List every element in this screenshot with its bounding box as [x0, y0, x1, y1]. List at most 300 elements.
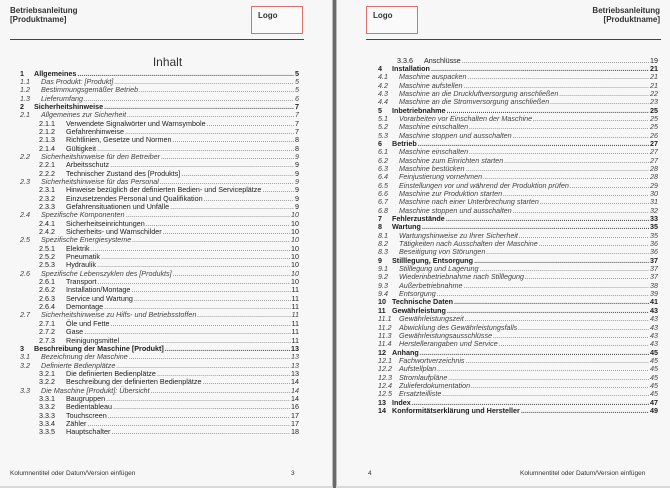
toc-entry-label: Transport: [66, 277, 97, 287]
toc-entry-page: 35: [650, 230, 658, 240]
toc-entry-label: Einzusetzendes Personal und Qualifikation: [66, 193, 203, 203]
toc-entry-number: 2.6.1: [39, 277, 55, 287]
toc-entry-page: 17: [291, 418, 299, 428]
toc-entry[interactable]: [18, 295, 299, 303]
toc-entry-number: 12.1: [378, 355, 392, 365]
toc-leader-dots: [513, 132, 649, 140]
toc-entry-page: 13: [291, 343, 299, 353]
toc-entry-label: Beschreibung der definierten Bedienplätze: [66, 377, 202, 387]
toc-entry-label: Technische Daten: [392, 297, 453, 307]
toc-entry-number: 11: [378, 305, 386, 315]
toc-leader-dots: [170, 203, 294, 211]
toc-entry-label: Reinigungsmittel: [66, 335, 120, 345]
toc-entry[interactable]: [18, 236, 299, 244]
toc-entry-label: Verwendete Signalwörter und Warnsymbole: [66, 118, 206, 128]
page-number: 3: [291, 470, 295, 477]
toc-entry-page: 11: [291, 318, 299, 328]
toc-entry-page: 39: [650, 289, 658, 299]
toc-leader-dots: [197, 311, 290, 319]
toc-entry-page: 33: [650, 214, 658, 224]
toc-entry-label: Installation: [392, 63, 430, 73]
toc-entry-label: Maschine zur Produktion starten: [399, 189, 503, 198]
toc-entry-page: 11: [291, 302, 299, 312]
toc-entry-page: 13: [291, 368, 299, 378]
toc-entry-page: 10: [291, 268, 299, 278]
toc-entry-number: 2.2: [20, 151, 30, 161]
toc-entry-label: Wartungshinweise zu Ihrer Sicherheit: [399, 230, 518, 240]
toc-entry[interactable]: [18, 286, 299, 294]
toc-leader-dots: [513, 207, 649, 215]
toc-entry[interactable]: [18, 278, 299, 286]
toc-entry[interactable]: [376, 407, 658, 415]
toc-entry-page: 28: [650, 163, 658, 173]
toc-entry-page: 9: [295, 151, 299, 161]
toc-leader-dots: [104, 103, 294, 111]
toc-entry-page: 17: [291, 410, 299, 420]
logo-placeholder: Logo: [251, 6, 303, 34]
toc-entry-page: 38: [650, 280, 658, 290]
toc-entry-number: 3.1: [20, 352, 30, 362]
header-rule: [366, 39, 661, 40]
toc-leader-dots: [466, 165, 649, 173]
toc-entry-number: 8.1: [378, 230, 388, 240]
toc-entry-label: Hydraulik: [66, 260, 96, 270]
toc-entry-page: 22: [650, 88, 658, 98]
toc-entry-page: 49: [650, 405, 658, 415]
toc-entry-page: 9: [295, 202, 299, 211]
toc-entry-number: 10: [378, 297, 386, 307]
toc-entry-label: Maschine stoppen und ausschalten: [399, 130, 512, 140]
toc-entry[interactable]: [18, 428, 299, 436]
toc-entry-label: Sicherheits- und Warnschilder: [66, 227, 162, 237]
toc-entry-number: 2.3.3: [39, 202, 55, 211]
toc-entry-number: 3.2: [20, 360, 30, 370]
toc-entry-label: Sicherheitseinrichtungen: [66, 218, 145, 228]
toc-entry[interactable]: [18, 395, 299, 403]
toc-entry-page: 9: [295, 160, 299, 170]
toc-entry-label: Gewährleistungsausschlüsse: [399, 330, 493, 340]
toc-leader-dots: [570, 182, 649, 190]
toc-entry-page: 43: [650, 339, 658, 349]
toc-entry-number: 3.2.2: [39, 377, 55, 387]
toc-entry-label: Inbetriebnahme: [392, 105, 446, 115]
toc-leader-dots: [91, 245, 290, 253]
toc-entry-page: 19: [650, 55, 658, 65]
toc-entry[interactable]: [18, 403, 299, 411]
toc-leader-dots: [204, 195, 294, 203]
table-of-contents-left: [18, 70, 299, 437]
toc-entry-number: 2.4: [20, 210, 30, 220]
toc-entry-number: 6.5: [378, 180, 388, 190]
toc-entry-number: 13: [378, 397, 386, 407]
toc-leader-dots: [172, 136, 294, 144]
toc-entry-page: 10: [291, 227, 299, 237]
toc-entry-label: Richtlinien, Gesetze und Normen: [66, 135, 172, 145]
toc-entry-number: 12.3: [378, 372, 392, 382]
toc-entry-page: 14: [291, 393, 299, 403]
toc-entry-label: Herstellerangaben und Service: [399, 339, 498, 349]
toc-entry-page: 37: [650, 255, 658, 265]
toc-leader-dots: [446, 215, 649, 223]
toc-entry-number: 4.3: [378, 88, 388, 98]
toc-entry-label: Spezifische Lebenszyklen des [Produkts]: [41, 268, 172, 278]
toc-entry-label: Maschine an die Stromversorgung anschließen: [399, 97, 550, 107]
doc-title-line2: [Produktname]: [10, 15, 67, 24]
toc-entry-number: 6.4: [378, 172, 388, 182]
toc-leader-dots: [202, 378, 290, 386]
footer-text: Kolumnentitel oder Datum/Version einfügen: [520, 470, 646, 477]
toc-entry-number: 2.7.2: [39, 327, 55, 337]
toc-entry-label: Baugruppen: [66, 393, 106, 403]
toc-entry-page: 11: [291, 293, 299, 303]
toc-entry-label: Entsorgung: [399, 289, 436, 299]
toc-leader-dots: [151, 387, 290, 395]
toc-leader-dots: [129, 353, 290, 361]
toc-entry-number: 6.8: [378, 205, 388, 215]
toc-entry-label: Die Maschine [Produkt]: Übersicht: [41, 385, 150, 395]
toc-entry-page: 45: [650, 372, 658, 382]
toc-leader-dots: [161, 153, 294, 161]
toc-leader-dots: [146, 220, 290, 228]
toc-leader-dots: [447, 307, 649, 315]
toc-entry-number: 2.7.3: [39, 335, 55, 345]
toc-entry-page: 14: [291, 377, 299, 387]
toc-entry-page: 35: [650, 222, 658, 232]
toc-entry-label: Wiederinbetriebnahme nach Stilllegung: [399, 272, 524, 282]
toc-entry-label: Sicherheitshinweise für das Personal: [41, 176, 159, 186]
toc-entry-page: 25: [650, 113, 658, 123]
toc-entry[interactable]: [18, 420, 299, 428]
toc-entry-page: 37: [650, 264, 658, 274]
toc-entry-label: Index: [392, 397, 411, 407]
toc-entry-label: Stilllegung, Entsorgung: [392, 255, 474, 265]
toc-leader-dots: [462, 57, 649, 65]
toc-leader-dots: [111, 428, 290, 436]
toc-entry-number: 5: [378, 105, 382, 115]
toc-entry-number: 2.4.1: [39, 218, 55, 228]
toc-entry-number: 4.1: [378, 72, 388, 82]
toc-entry-page: 7: [295, 118, 299, 128]
toc-entry-label: Maschine zum Einrichten starten: [399, 155, 504, 165]
toc-leader-dots: [111, 320, 291, 328]
toc-entry-number: 8: [378, 222, 382, 232]
toc-entry-number: 3.2.1: [39, 368, 55, 378]
toc-leader-dots: [448, 374, 649, 382]
doc-title-line2: [Produktname]: [603, 15, 660, 24]
toc-entry[interactable]: [18, 253, 299, 261]
toc-entry-number: 2.1.1: [39, 118, 55, 128]
toc-title: Inhalt: [152, 55, 183, 69]
toc-entry-page: 10: [291, 277, 299, 287]
toc-entry-label: Tätigkeiten nach Ausschalten der Maschine: [399, 239, 538, 249]
toc-leader-dots: [437, 290, 649, 298]
left-page: [0, 0, 333, 486]
toc-entry-page: 5: [295, 68, 299, 78]
toc-entry-number: 2.1.3: [39, 135, 55, 145]
toc-entry-label: Demontage: [66, 302, 104, 312]
toc-leader-dots: [533, 115, 649, 123]
toc-entry-number: 2.5.2: [39, 252, 55, 262]
toc-entry-number: 5.3: [378, 130, 388, 140]
toc-entry-label: Gefahrensituationen und Unfälle: [66, 202, 170, 211]
toc-leader-dots: [486, 248, 649, 256]
toc-entry-page: 9: [295, 168, 299, 178]
toc-entry-label: Maschine stoppen und ausschalten: [399, 205, 512, 215]
toc-entry-label: Sicherheitshinweise: [34, 101, 104, 111]
toc-entry-page: 29: [650, 180, 658, 190]
toc-entry-page: 45: [650, 347, 658, 357]
toc-entry-label: Maschine an die Druckluftversorgung anschließen: [399, 88, 559, 98]
toc-leader-dots: [468, 73, 649, 81]
toc-entry-page: 7: [295, 110, 299, 120]
toc-leader-dots: [504, 157, 649, 165]
toc-entry-number: 9.2: [378, 272, 388, 282]
toc-entry-label: Das Produkt: [Produkt]: [41, 76, 114, 86]
toc-entry-number: 1: [20, 68, 24, 78]
footer-text: Kolumnentitel oder Datum/Version einfügen: [10, 470, 136, 477]
toc-entry-label: Definierte Bedienplätze: [41, 360, 116, 370]
toc-entry-page: 10: [291, 252, 299, 262]
toc-entry-number: 12.4: [378, 380, 392, 390]
toc-entry-number: 8.2: [378, 239, 388, 249]
toc-entry-label: Allgemeines zur Sicherheit: [41, 110, 127, 120]
toc-entry-label: Service und Wartung: [66, 293, 133, 303]
toc-entry-number: 6.6: [378, 189, 388, 198]
toc-entry-page: 27: [650, 138, 658, 148]
toc-entry-label: Hauptschalter: [66, 427, 111, 437]
toc-entry-number: 9.3: [378, 280, 388, 290]
toc-entry-label: Abwicklung des Gewährleistungsfalls: [399, 322, 518, 332]
toc-entry-page: 36: [650, 239, 658, 249]
toc-entry-page: 28: [650, 172, 658, 182]
toc-entry-label: Öle und Fette: [66, 318, 110, 328]
toc-leader-dots: [518, 324, 649, 332]
toc-entry-label: Bezeichnung der Maschine: [41, 352, 128, 362]
toc-entry-label: Bedientableau: [66, 402, 112, 412]
toc-entry-label: Elektrik: [66, 243, 90, 253]
toc-entry-number: 2.1: [20, 110, 30, 120]
toc-leader-dots: [262, 186, 294, 194]
document-title-header: [10, 6, 78, 24]
toc-entry-number: 2.6.2: [39, 285, 55, 295]
toc-entry-label: Einstellungen vor und während der Produktion prüfen: [399, 180, 569, 190]
toc-entry-number: 1.2: [20, 85, 30, 95]
toc-entry-label: Gase: [66, 327, 84, 337]
toc-entry[interactable]: [376, 132, 658, 140]
toc-entry[interactable]: [18, 211, 299, 219]
toc-entry[interactable]: [18, 311, 299, 319]
toc-entry-label: Vorarbeiten vor Einschalten der Maschine: [399, 113, 533, 123]
toc-entry-number: 6.7: [378, 197, 388, 207]
toc-leader-dots: [114, 78, 294, 86]
toc-entry[interactable]: [18, 387, 299, 395]
toc-leader-dots: [173, 270, 290, 278]
toc-entry-number: 2.2.2: [39, 168, 55, 178]
toc-entry-number: 8.3: [378, 247, 388, 257]
toc-entry-page: 10: [291, 218, 299, 228]
toc-entry-number: 2.6.3: [39, 293, 55, 303]
toc-entry-page: 25: [650, 122, 658, 132]
toc-entry-page: 27: [650, 155, 658, 165]
toc-entry[interactable]: [18, 412, 299, 420]
doc-title-line1: Betriebsanleitung: [10, 6, 78, 15]
toc-entry-page: 43: [650, 314, 658, 324]
toc-entry-label: Beschreibung der Maschine [Produkt]: [34, 343, 164, 353]
toc-entry-number: 2.5.3: [39, 260, 55, 270]
toc-entry[interactable]: [376, 390, 658, 398]
toc-entry-number: 3.3: [20, 385, 30, 395]
toc-entry-page: 25: [650, 105, 658, 115]
toc-entry-page: 9: [295, 193, 299, 203]
toc-entry-page: 23: [650, 97, 658, 107]
toc-leader-dots: [539, 240, 649, 248]
toc-entry[interactable]: [18, 153, 299, 161]
toc-entry[interactable]: [18, 245, 299, 253]
toc-entry-label: Gewährleistungszeit: [399, 314, 464, 324]
toc-entry-page: 13: [291, 352, 299, 362]
toc-entry-label: Spezifische Komponenten: [41, 210, 125, 220]
toc-entry[interactable]: [18, 120, 299, 128]
toc-entry-number: 3.3.6: [397, 55, 413, 65]
toc-entry-label: Maschine auspacken: [399, 72, 467, 82]
toc-entry-number: 9.4: [378, 289, 388, 299]
toc-leader-dots: [464, 282, 649, 290]
toc-entry-number: 12: [378, 347, 386, 357]
toc-entry-label: Bestimmungsgemäßer Betrieb: [41, 85, 139, 95]
toc-entry-label: Sicherheitshinweise für den Betreiber: [41, 151, 161, 161]
toc-leader-dots: [437, 365, 649, 373]
toc-entry-page: 30: [650, 189, 658, 198]
toc-entry-page: 11: [291, 335, 299, 345]
toc-entry-page: 8: [295, 143, 299, 153]
toc-entry-number: 12.2: [378, 364, 392, 374]
toc-leader-dots: [525, 273, 649, 281]
toc-entry-page: 31: [650, 197, 658, 207]
toc-leader-dots: [126, 211, 290, 219]
toc-leader-dots: [442, 390, 649, 398]
toc-entry-page: 5: [295, 85, 299, 95]
toc-entry-number: 4: [378, 63, 382, 73]
toc-entry-number: 2.3: [20, 176, 30, 186]
toc-leader-dots: [471, 382, 649, 390]
toc-entry[interactable]: [18, 270, 299, 278]
toc-entry-number: 2.1.2: [39, 126, 55, 136]
toc-entry-page: 10: [291, 235, 299, 245]
toc-entry-label: Maschine einschalten: [399, 122, 469, 132]
toc-entry-number: 9: [378, 255, 382, 265]
toc-entry-page: 6: [295, 93, 299, 103]
toc-entry-number: 12.5: [378, 389, 392, 399]
toc-entry[interactable]: [18, 320, 299, 328]
toc-entry-label: Wartung: [392, 222, 421, 232]
toc-entry-label: Gewährleistung: [392, 305, 446, 315]
toc-leader-dots: [108, 412, 290, 420]
toc-entry-label: Betrieb: [392, 138, 417, 148]
toc-entry-label: Maschine nach einer Unterbrechung starten: [399, 197, 539, 207]
toc-entry-number: 4.2: [378, 80, 388, 90]
right-page: [336, 0, 670, 486]
toc-entry-page: 18: [291, 427, 299, 437]
toc-leader-dots: [466, 357, 649, 365]
toc-entry[interactable]: [18, 362, 299, 370]
header-rule: [10, 39, 304, 40]
toc-entry-label: Touchscreen: [66, 410, 107, 420]
toc-entry-label: Maschine einschalten: [399, 147, 469, 157]
toc-entry-page: 10: [291, 243, 299, 253]
toc-entry-page: 5: [295, 76, 299, 86]
toc-entry-number: 2.7: [20, 310, 30, 320]
toc-entry-label: Anhang: [392, 347, 419, 357]
toc-entry-page: 9: [295, 176, 299, 186]
table-of-contents-right: [376, 57, 658, 416]
toc-entry-label: Spezifische Energiesysteme: [41, 235, 132, 245]
toc-entry-number: 11.2: [378, 322, 392, 332]
toc-entry-label: Allgemeines: [34, 68, 77, 78]
toc-leader-dots: [454, 298, 649, 306]
toc-entry-number: 6.2: [378, 155, 388, 165]
toc-entry-label: Ersatzteilliste: [399, 389, 442, 399]
toc-entry-label: Installation/Montage: [66, 285, 131, 295]
toc-entry-page: 11: [291, 327, 299, 337]
toc-entry-label: Beseitigung von Störungen: [399, 247, 486, 257]
toc-entry-number: 11.4: [378, 339, 392, 349]
page-number: 4: [368, 470, 372, 477]
toc-entry-label: Konformitätserklärung und Hersteller: [392, 405, 520, 415]
toc-entry[interactable]: [18, 136, 299, 144]
toc-entry-page: 43: [650, 322, 658, 332]
toc-entry-number: 9.1: [378, 264, 388, 274]
toc-entry-page: 43: [650, 305, 658, 315]
toc-entry-page: 13: [291, 360, 299, 370]
toc-entry-number: 3.3.4: [39, 418, 55, 428]
toc-entry[interactable]: [18, 328, 299, 336]
toc-leader-dots: [84, 95, 294, 103]
toc-entry-page: 10: [291, 210, 299, 220]
toc-leader-dots: [113, 403, 290, 411]
toc-entry-number: 3.3.1: [39, 393, 55, 403]
toc-entry-number: 3.3.3: [39, 410, 55, 420]
toc-leader-dots: [540, 198, 649, 206]
toc-entry-page: 16: [291, 402, 299, 412]
toc-entry-label: Lieferumfang: [41, 93, 83, 103]
toc-leader-dots: [550, 98, 649, 106]
toc-entry-page: 47: [650, 397, 658, 407]
toc-entry-label: Hinweise bezüglich der definierten Bedien- und Serviceplätze: [66, 185, 262, 195]
toc-entry-label: Technischer Zustand des [Produkts]: [66, 168, 181, 178]
toc-entry-number: 2.5: [20, 235, 30, 245]
toc-entry-number: 1.1: [20, 76, 30, 86]
toc-leader-dots: [207, 120, 294, 128]
toc-leader-dots: [559, 90, 649, 98]
toc-entry-label: Sicherheitshinweise zu Hilfs- und Betriebsstoffen: [41, 310, 197, 320]
toc-entry-label: Außerbetriebnahme: [399, 280, 463, 290]
toc-leader-dots: [101, 253, 290, 261]
toc-leader-dots: [521, 407, 649, 415]
toc-entry-number: 2.1.4: [39, 143, 55, 153]
toc-entry-page: 9: [295, 185, 299, 195]
toc-entry-label: Zähler: [66, 418, 87, 428]
toc-leader-dots: [499, 340, 649, 348]
toc-entry-number: 2: [20, 101, 24, 111]
toc-leader-dots: [139, 86, 294, 94]
toc-entry-number: 7: [378, 214, 382, 224]
toc-entry-label: Zulieferdokumentation: [399, 380, 471, 390]
toc-entry-number: 2.5.1: [39, 243, 55, 253]
toc-entry-label: Anschlüsse: [424, 55, 461, 65]
toc-entry-label: Stilllegung und Lagerung: [399, 264, 479, 274]
toc-entry-number: 4.4: [378, 97, 388, 107]
toc-entry-page: 11: [291, 285, 299, 295]
